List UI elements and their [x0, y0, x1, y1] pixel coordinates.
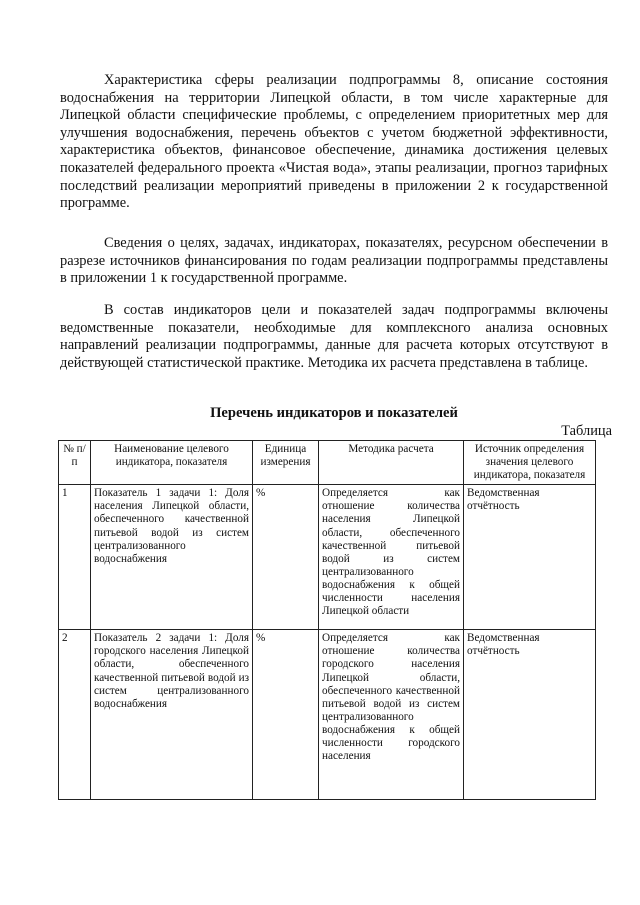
cell-method: Определяется как отношение количества населения Липецкой области, обеспеченного качественной питьевой водой из систем централизованного водоснабжения к общей численности населения Липецкой области: [319, 485, 464, 630]
cell-name: Показатель 2 задачи 1: Доля городского населения Липецкой области, обеспеченного качественной питьевой водой из систем централизованного водоснабжения: [91, 630, 253, 800]
header-num: № п/п: [59, 441, 91, 485]
cell-method: Определяется как отношение количества городского населения Липецкой области, обеспеченного качественной питьевой водой из систем централизованного водоснабжения к общей численности городского населения: [319, 630, 464, 800]
paragraph-goals-info: Сведения о целях, задачах, индикаторах, показателях, ресурсном обеспечении в разрезе источников финансирования по годам реализации подпрограммы представлены в приложении 1 к государственной программе.: [60, 235, 608, 287]
table-header-row: [59, 441, 596, 485]
cell-source: Ведомственная отчётность: [464, 630, 596, 800]
header-source: Источник определения значения целевого индикатора, показателя: [464, 441, 596, 485]
cell-num: 1: [59, 485, 91, 630]
header-method: Методика расчета: [319, 441, 464, 485]
header-unit: Единица измерения: [253, 441, 319, 485]
cell-unit: %: [253, 485, 319, 630]
table-title: Перечень индикаторов и показателей: [210, 405, 458, 421]
table-label: Таблица: [561, 423, 612, 439]
paragraph-characteristics: Характеристика сферы реализации подпрограммы 8, описание состояния водоснабжения на территории Липецкой области, в том числе характерные для Липецкой области специфические проблемы, с определением приоритетных мер для улучшения водоснабжения, перечень объектов с учетом бюджетной эффективности, характеристика объектов, финансовое обеспечение, динамика достижения целевых показателей федерального проекта «Чистая вода», этапы реализации, прогноз тарифных последствий реализации мероприятий приведены в приложении 2 к государственной программе.: [60, 72, 608, 212]
indicators-table: [58, 440, 596, 800]
cell-unit: %: [253, 630, 319, 800]
cell-source: Ведомственная отчётность: [464, 485, 596, 630]
cell-num: 2: [59, 630, 91, 800]
paragraph-indicators-info: В состав индикаторов цели и показателей задач подпрограммы включены ведомственные показатели, необходимые для комплексного анализа основных направлений реализации подпрограммы, данные для расчета которых отсутствуют в действующей статистической практике. Методика их расчета представлена в таблице.: [60, 302, 608, 371]
table-row: [59, 485, 596, 630]
table-row: [59, 630, 596, 800]
header-name: Наименование целевого индикатора, показателя: [91, 441, 253, 485]
cell-name: Показатель 1 задачи 1: Доля населения Липецкой области, обеспеченного качественной питьевой водой из систем централизованного водоснабжения: [91, 485, 253, 630]
